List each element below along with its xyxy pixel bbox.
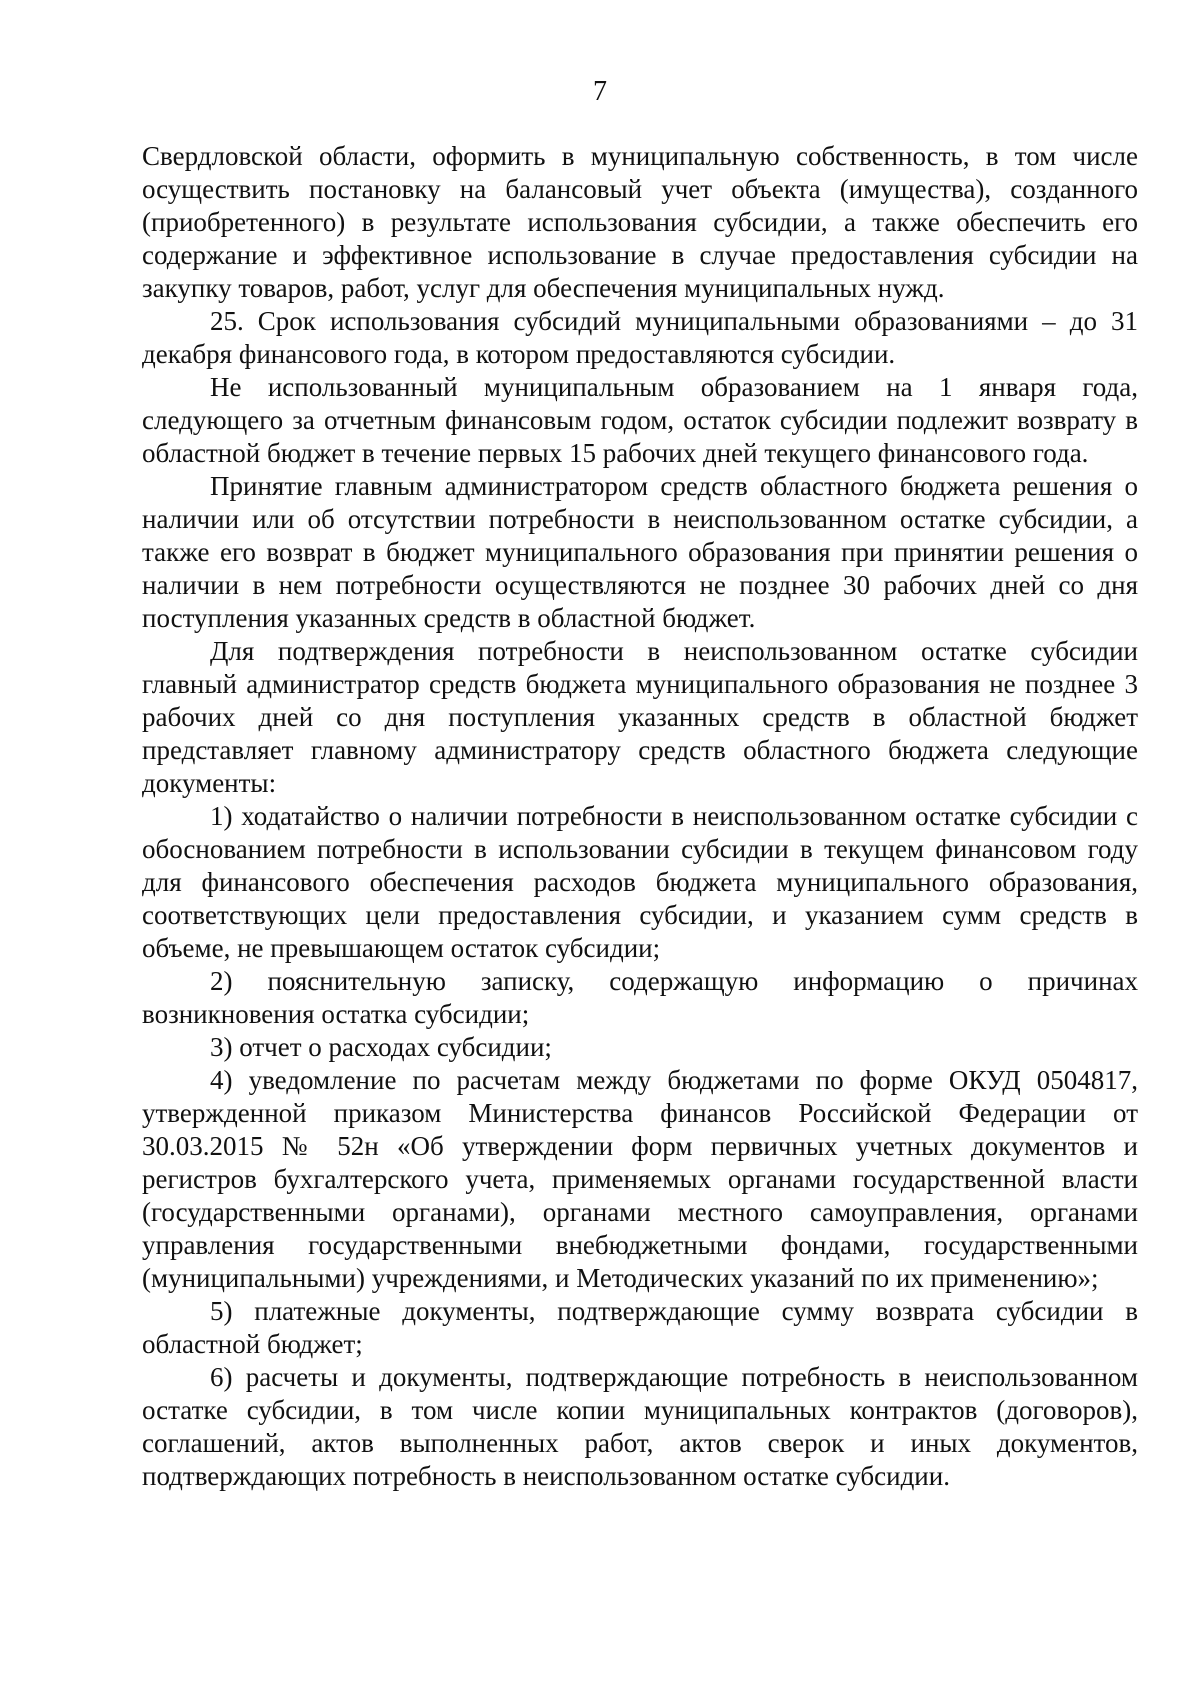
page-number: 7 (593, 76, 607, 107)
list-item-2: 2) пояснительную записку, содержащую информацию о причинах возникновения остатка субсидии; (142, 966, 1138, 1029)
list-item-4: 4) уведомление по расчетам между бюджетами по форме ОКУД 0504817, утвержденной приказом Министерства финансов Российской Федерации от 30.03.2015 № 52н «Об утверждении форм первичных учетных документов и регистров бухгалтерского учета, применяемых органами государственной власти (государственными органами), органами местного самоуправления, органами управления государственными внебюджетными фондами, государственными (муниципальными) учреждениями, и Методических указаний по их применению»; (142, 1065, 1138, 1293)
paragraph-decision: Принятие главным администратором средств областного бюджета решения о наличии или об отсутствии потребности в неиспользованном остатке субсидии, а также его возврат в бюджет муниципального образования при принятии решения о наличии в нем потребности осуществляются не позднее 30 рабочих дней со дня поступления указанных средств в областной бюджет. (142, 471, 1138, 633)
paragraph-clause-25: 25. Срок использования субсидий муниципальными образованиями – до 31 декабря финансового года, в котором предоставляются субсидии. (142, 306, 1138, 369)
paragraph-unused-balance: Не использованный муниципальным образованием на 1 января года, следующего за отчетным финансовым годом, остаток субсидии подлежит возврату в областной бюджет в течение первых 15 рабочих дней текущего финансового года. (142, 372, 1138, 468)
list-item-6: 6) расчеты и документы, подтверждающие потребность в неиспользованном остатке субсидии, в том числе копии муниципальных контрактов (договоров), соглашений, актов выполненных работ, актов сверок и иных документов, подтверждающих потребность в неиспользованном остатке субсидии. (142, 1362, 1138, 1491)
list-item-3: 3) отчет о расходах субсидии; (210, 1032, 552, 1062)
paragraph-continuation: Свердловской области, оформить в муниципальную собственность, в том числе осуществить постановку на балансовый учет объекта (имущества), созданного (приобретенного) в результате использования субсидии, а также обеспечить его содержание и эффективное использование в случае предоставления субсидии на закупку товаров, работ, услуг для обеспечения муниципальных нужд. (142, 141, 1138, 303)
document-body (142, 140, 1138, 1493)
paragraph-confirmation: Для подтверждения потребности в неиспользованном остатке субсидии главный администратор средств бюджета муниципального образования не позднее 3 рабочих дней со дня поступления указанных средств в областной бюджет представляет главному администратору средств областного бюджета следующие документы: (142, 636, 1138, 798)
list-item-5: 5) платежные документы, подтверждающие сумму возврата субсидии в областной бюджет; (142, 1296, 1138, 1359)
list-item-1: 1) ходатайство о наличии потребности в неиспользованном остатке субсидии с обоснованием потребности в использовании субсидии в текущем финансовом году для финансового обеспечения расходов бюджета муниципального образования, соответствующих цели предоставления субсидии, и указанием сумм средств в объеме, не превышающем остаток субсидии; (142, 801, 1138, 963)
